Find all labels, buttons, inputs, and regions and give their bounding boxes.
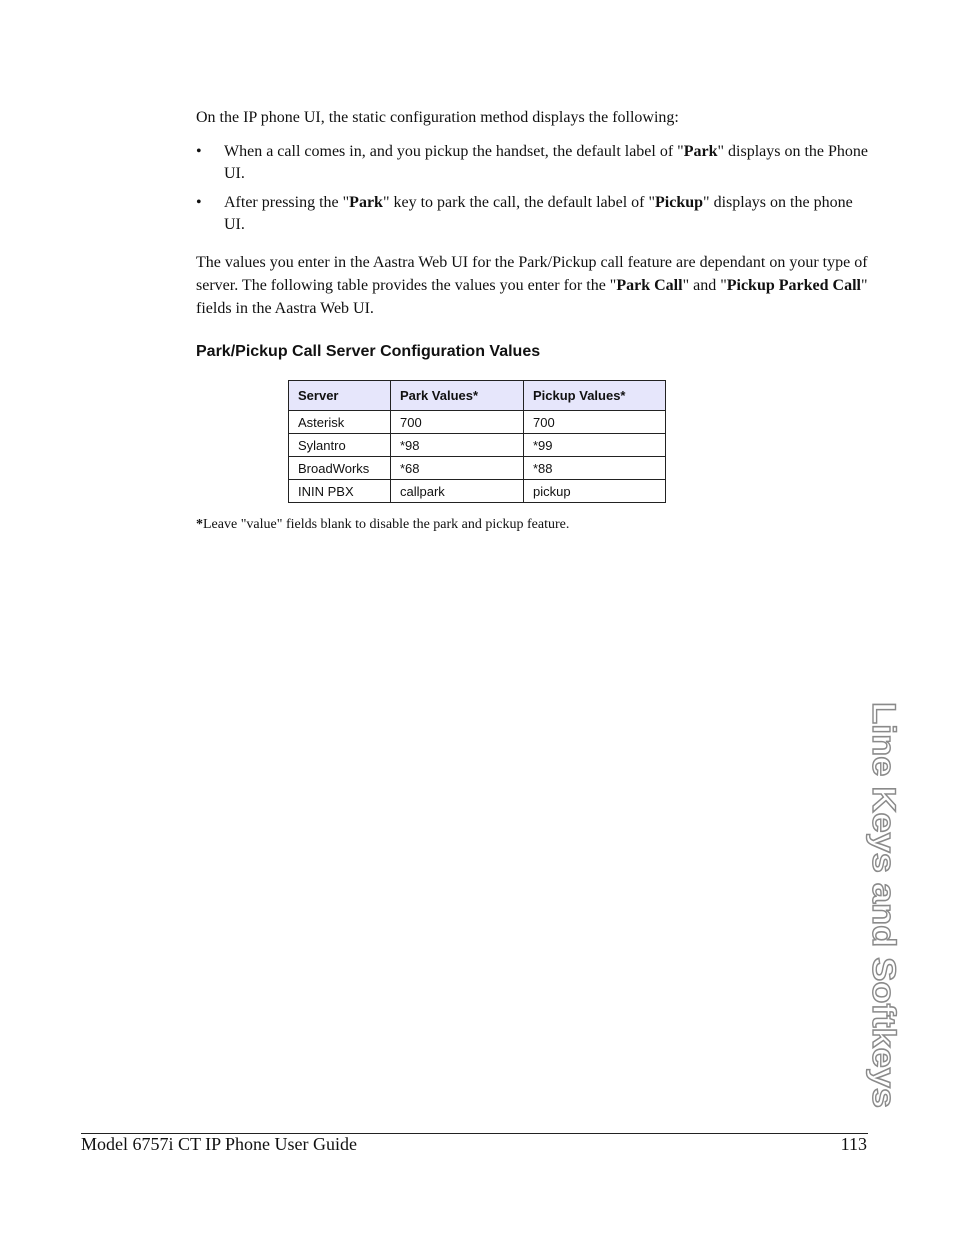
config-table: [288, 380, 666, 503]
table-row: [289, 434, 666, 457]
column-header: Pickup Values*: [524, 381, 666, 411]
table-cell: 700: [391, 411, 524, 434]
table-cell: BroadWorks: [289, 457, 391, 480]
footer-title: Model 6757i CT IP Phone User Guide: [81, 1134, 357, 1154]
bullet-text: When a call comes in, and you pickup the handset, the default label of ": [224, 143, 684, 160]
table-cell: pickup: [524, 480, 666, 503]
bold-term: Pickup: [655, 194, 704, 211]
table-row: [289, 411, 666, 434]
table-cell: 700: [524, 411, 666, 434]
list-item: [196, 141, 876, 185]
section-title: Park/Pickup Call Server Configuration Values: [196, 343, 541, 360]
list-item: [196, 192, 876, 236]
bold-term: Park: [683, 143, 718, 160]
paragraph-text: " fields in the Aastra Web UI.: [196, 277, 868, 317]
bullet-text: " displays on the phone UI.: [224, 194, 853, 233]
bold-term: Pickup Parked Call: [726, 277, 861, 294]
table-row: [289, 457, 666, 480]
footnote-star: *: [196, 517, 203, 532]
table-cell: *98: [391, 434, 524, 457]
intro-text: On the IP phone UI, the static configuration method displays the following:: [196, 109, 679, 126]
bold-term: Park: [349, 194, 383, 211]
section-side-label: [865, 700, 905, 1110]
table-header-row: [289, 381, 666, 411]
column-header: Park Values*: [391, 381, 524, 411]
table-cell: Sylantro: [289, 434, 391, 457]
bullet-text: " key to park the call, the default label of ": [382, 194, 656, 211]
table-cell: *88: [524, 457, 666, 480]
table-cell: *99: [524, 434, 666, 457]
paragraph-text: The values you enter in the Aastra Web UI for the Park/Pickup call feature are dependant on your type of server. The following table provides the values you enter for the ": [196, 254, 868, 294]
body-paragraph: [196, 251, 868, 320]
paragraph-text: " and ": [682, 277, 727, 294]
bold-term: Park Call: [616, 277, 683, 294]
footnote-text: Leave "value" fields blank to disable the park and pickup feature.: [203, 517, 570, 532]
column-header: Server: [289, 381, 391, 411]
table-footnote: [196, 517, 569, 533]
table-cell: *68: [391, 457, 524, 480]
table-cell: ININ PBX: [289, 480, 391, 503]
bullet-icon: •: [196, 143, 202, 160]
page-number: 113: [840, 1134, 867, 1154]
table-cell: Asterisk: [289, 411, 391, 434]
table-row: [289, 480, 666, 503]
bullet-text: " displays on the Phone UI.: [224, 143, 869, 182]
bullet-text: After pressing the ": [224, 194, 350, 211]
side-label-text: Line Keys and Softkeys: [866, 702, 902, 1062]
bullet-icon: •: [196, 194, 202, 211]
table-cell: callpark: [391, 480, 524, 503]
bullet-list: [196, 141, 876, 243]
